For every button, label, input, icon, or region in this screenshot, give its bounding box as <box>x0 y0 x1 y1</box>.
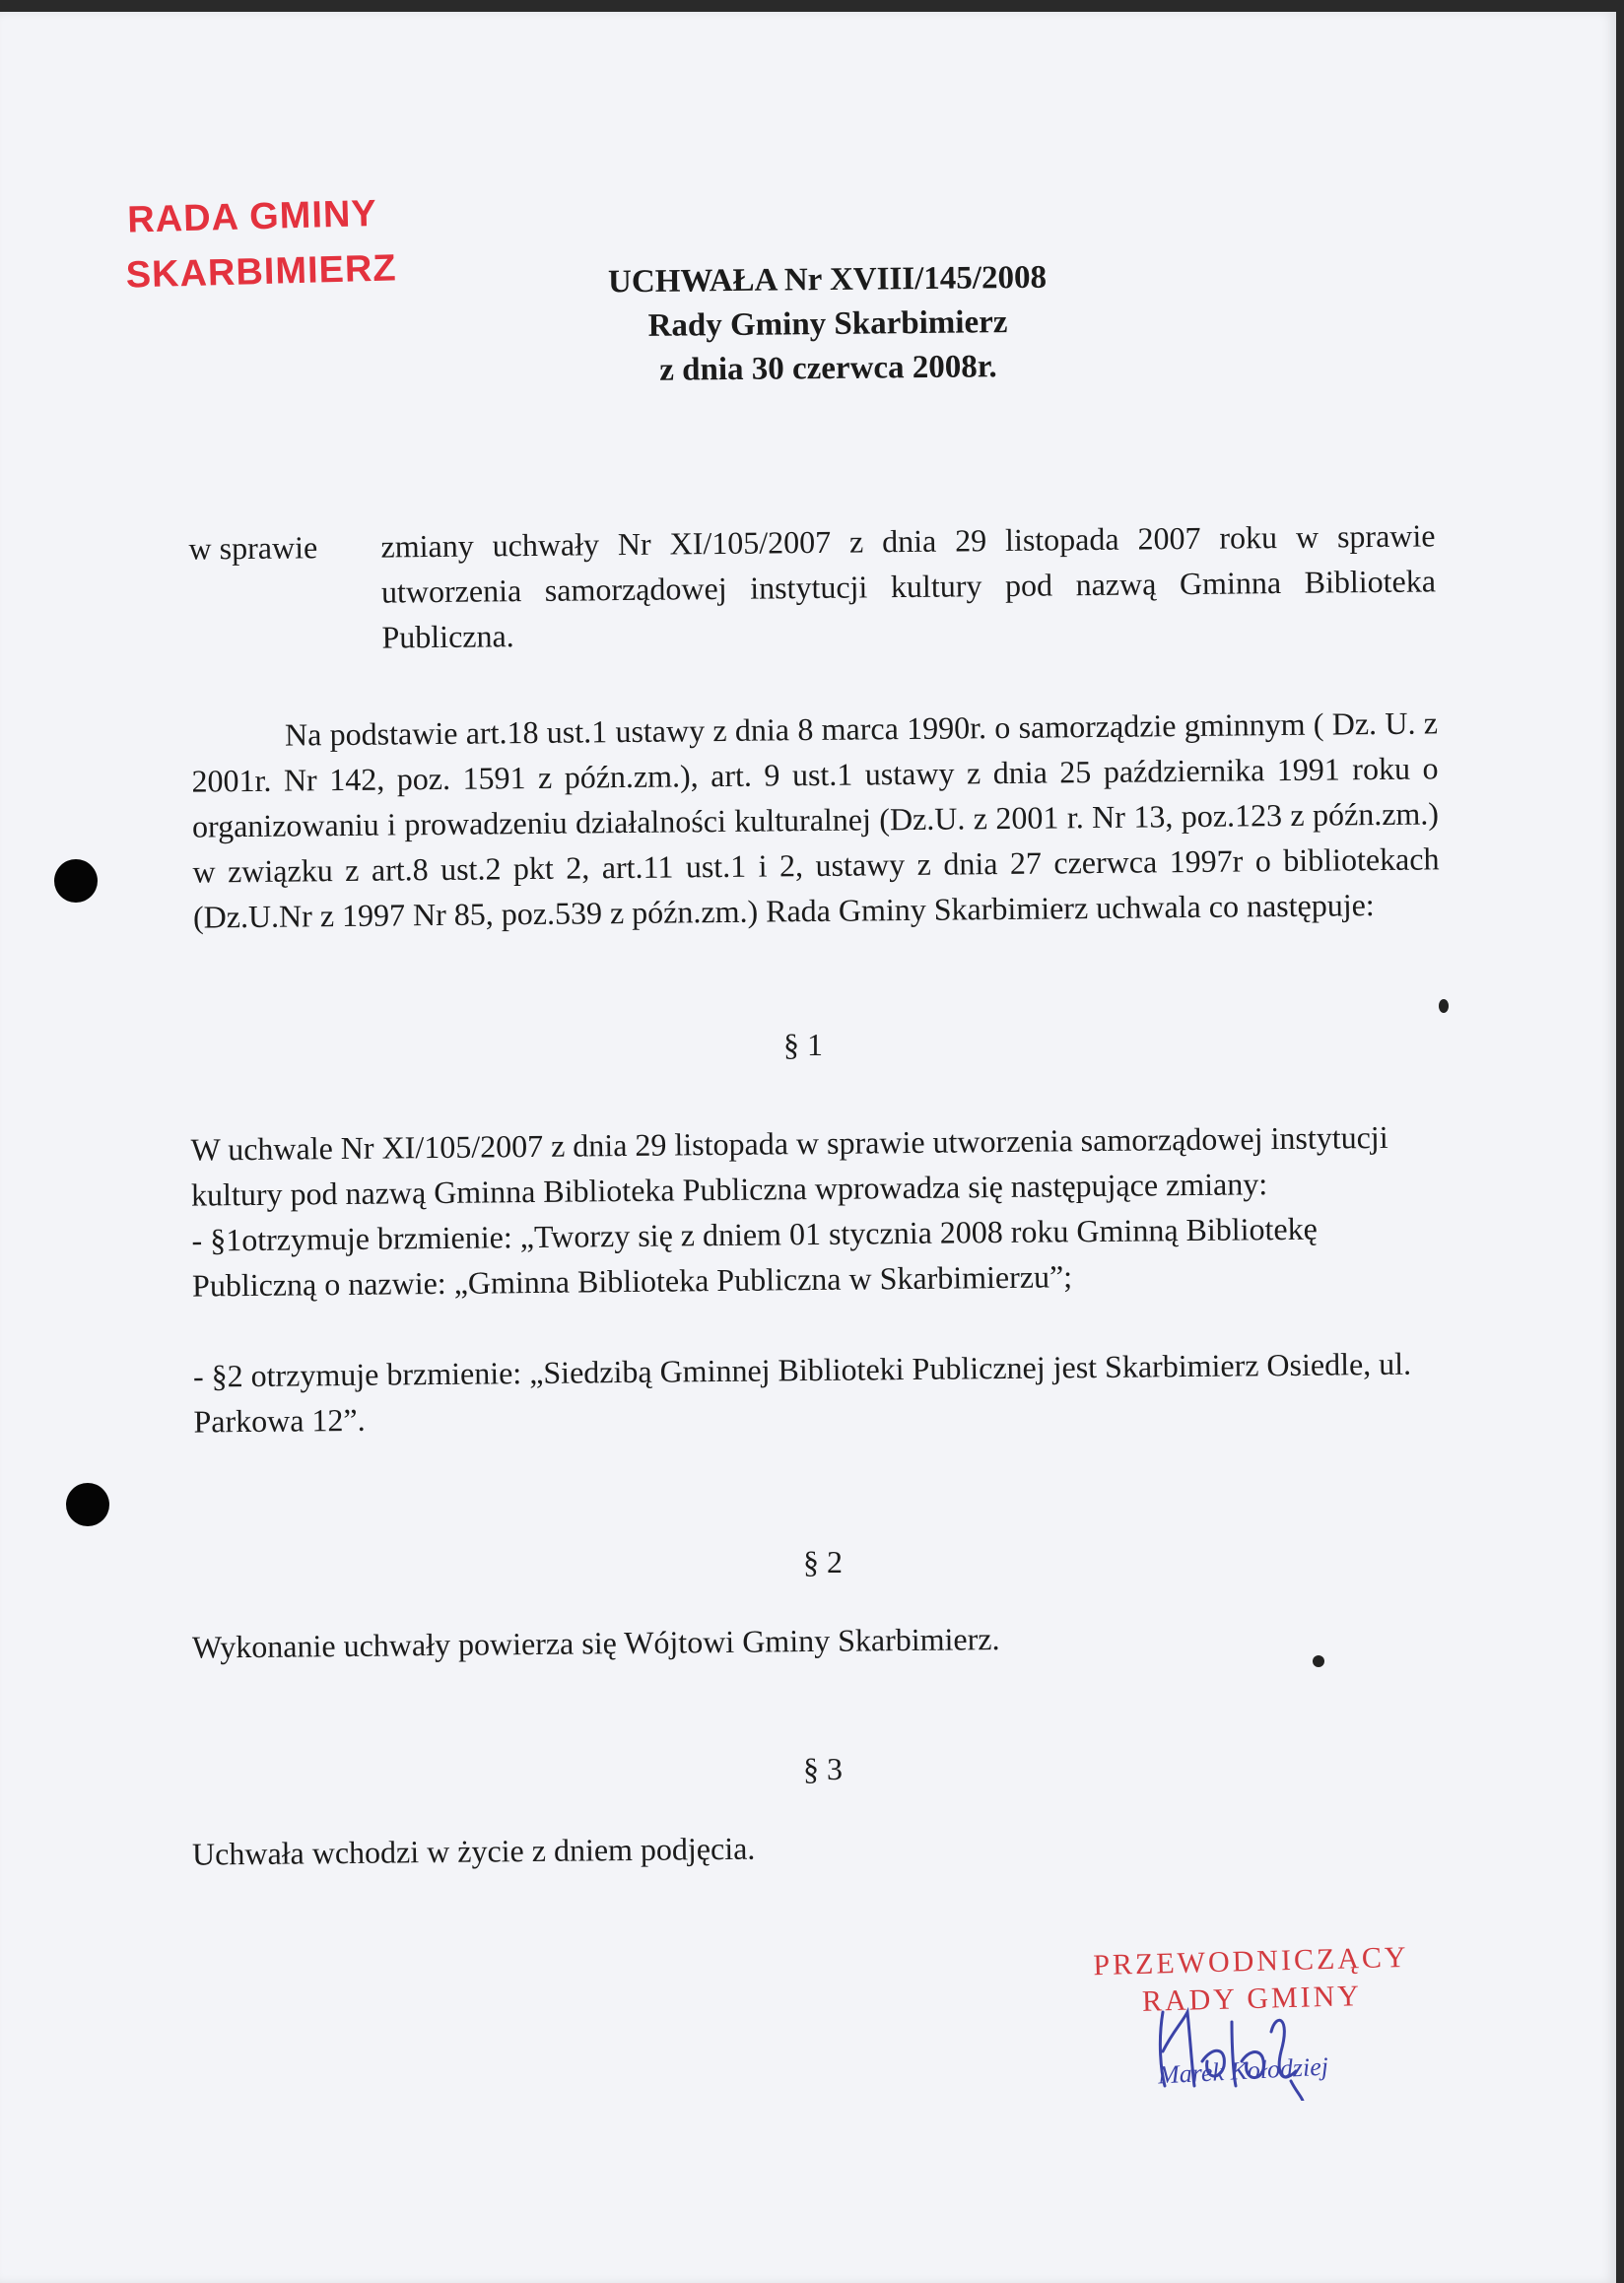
section-1-item-1: - §1otrzymuje brzmienie: „Tworzy się z dniem 01 stycznia 2008 roku Gminną Bibliotekę Publiczną o nazwie: „Gminna Biblioteka Publiczna w Skarbimierzu”; <box>191 1210 1319 1304</box>
subject-text: zmiany uchwały Nr XI/105/2007 z dnia 29 listopada 2007 roku w sprawie utworzenia samorządowej instytucji kultury pod nazwą Gminna Biblioteka Publiczna. <box>380 517 1437 655</box>
ink-speck <box>1439 999 1449 1013</box>
section-1-item-2: - §2 otrzymuje brzmienie: „Siedzibą Gminnej Biblioteki Publicznej jest Skarbimierz Osiedle, ul. Parkowa 12”. <box>192 1345 1412 1440</box>
punch-hole <box>66 1483 109 1526</box>
council-stamp-line2: SKARBIMIERZ <box>125 247 398 297</box>
section-2-heading: § 2 <box>803 1544 843 1579</box>
chairman-stamp-line1: PRZEWODNICZĄCY <box>1092 1940 1410 1982</box>
resolution-date: z dnia 30 czerwca 2008r. <box>659 349 997 388</box>
chairman-stamp-line2: RADY GMINY <box>1141 1980 1363 2018</box>
section-2-text: Wykonanie uchwały powierza się Wójtowi Gminy Skarbimierz. <box>191 1621 1000 1665</box>
document-page <box>0 12 1616 2283</box>
council-stamp-line1: RADA GMINY <box>126 192 378 241</box>
council-stamp <box>127 185 398 302</box>
subject-label: w sprawie <box>188 529 318 567</box>
resolution-header <box>551 255 1104 394</box>
punch-hole <box>54 859 98 903</box>
section-3-heading: § 3 <box>803 1751 843 1786</box>
section-3-text: Uchwała wchodzi w życie z dniem podjęcia. <box>191 1830 756 1872</box>
ink-speck <box>1313 1655 1324 1667</box>
resolution-number: UCHWAŁA Nr XVIII/145/2008 <box>607 259 1048 301</box>
section-1-heading: § 1 <box>783 1027 823 1062</box>
section-1-intro: W uchwale Nr XI/105/2007 z dnia 29 listopada w sprawie utworzenia samorządowej instytucji kultury pod nazwą Gminna Biblioteka Publiczna wprowadza się następujące zmiany: <box>190 1118 1388 1213</box>
section-1-body <box>190 1113 1440 1444</box>
legal-basis-paragraph: Na podstawie art.18 ust.1 ustawy z dnia 8 marca 1990r. o samorządzie gminnym ( Dz. U. z 2001r. Nr 142, poz. 1591 z późn.zm.), art. 9 ust.1 ustawy z dnia 25 października 1991 roku o organizowaniu i prowadzeniu działalności kulturalnej (Dz.U. z 2001 r. Nr 13, poz.123 z późn.zm.) w związku z art.8 ust.2 pkt 2, art.11 ust.1 i 2, ustawy z dnia 27 czerwca 1997r o bibliotekach (Dz.U.Nr z 1997 Nr 85, poz.539 z późn.zm.) Rada Gminy Skarbimierz uchwala co następuje: <box>191 705 1440 935</box>
resolution-issuer: Rady Gminy Skarbimierz <box>647 304 1008 344</box>
resolution-subject <box>188 512 1436 661</box>
signer-name: Marek Kołodziej <box>1157 2051 1329 2090</box>
